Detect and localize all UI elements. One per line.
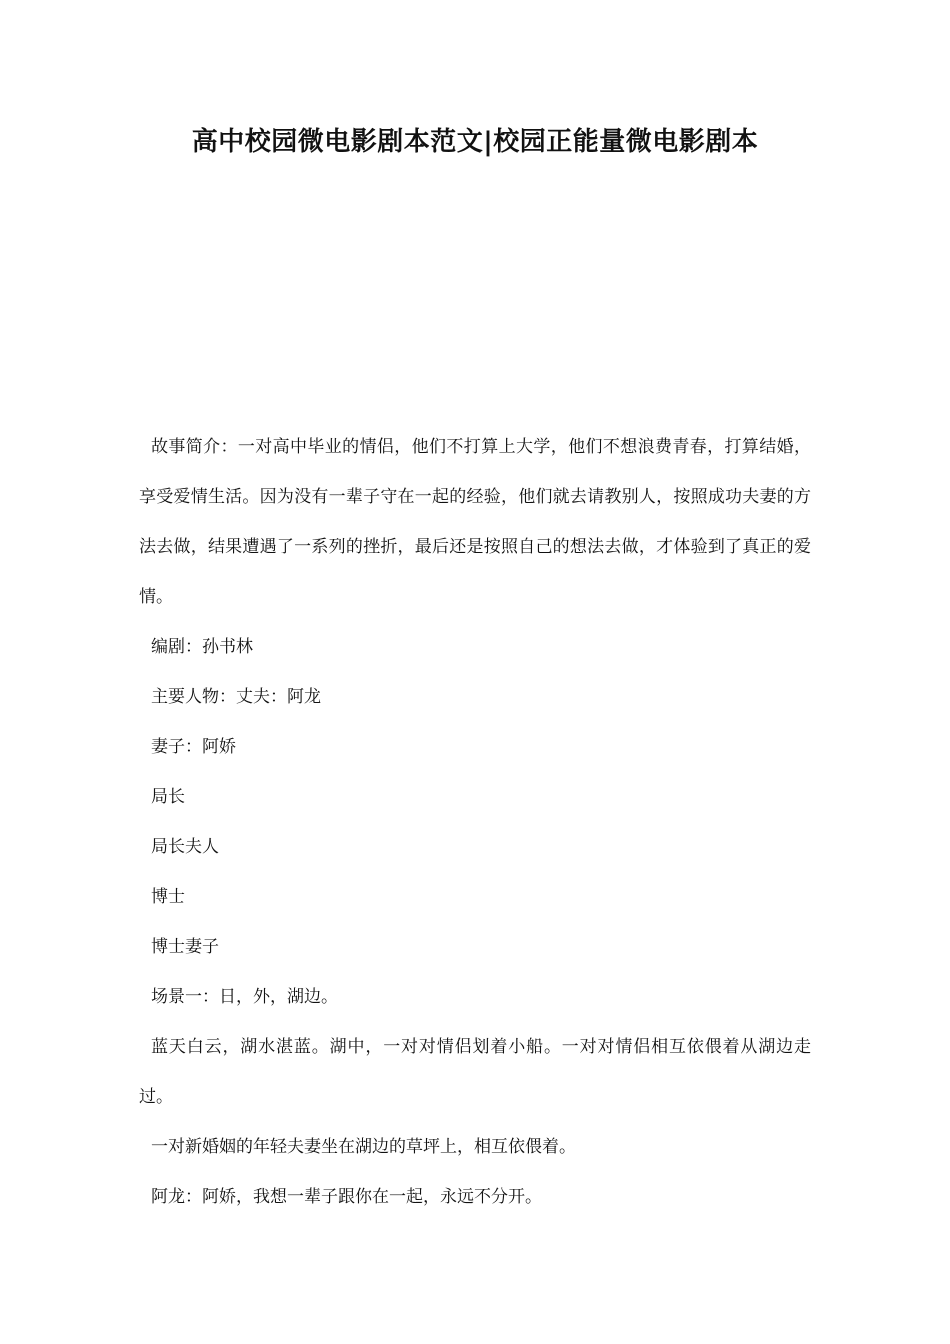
paragraph-character-director-wife: 局长夫人 <box>151 837 219 857</box>
paragraph-screenwriter: 编剧：孙书林 <box>151 637 253 657</box>
paragraph-dialogue-along: 阿龙：阿娇，我想一辈子跟你在一起，永远不分开。 <box>151 1187 542 1207</box>
paragraph-scene-one-heading: 场景一：日，外，湖边。 <box>151 987 338 1007</box>
paragraph-main-characters: 主要人物：丈夫：阿龙 <box>151 687 321 707</box>
paragraph-character-wife: 妻子：阿娇 <box>151 737 236 757</box>
paragraph-couple-action: 一对新婚姻的年轻夫妻坐在湖边的草坪上，相互依偎着。 <box>151 1137 576 1157</box>
paragraph-character-director: 局长 <box>151 787 185 807</box>
paragraph-character-doctor: 博士 <box>151 887 185 907</box>
paragraph-scene-description: 蓝天白云，湖水湛蓝。湖中，一对对情侣划着小船。一对对情侣相互依偎着从湖边走过。 <box>139 1037 811 1107</box>
document-body <box>139 422 811 1222</box>
paragraph-character-doctor-wife: 博士妻子 <box>151 937 219 957</box>
paragraph-synopsis: 故事简介：一对高中毕业的情侣，他们不打算上大学，他们不想浪费青春，打算结婚，享受爱情生活。因为没有一辈子守在一起的经验，他们就去请教别人，按照成功夫妻的方法去做，结果遭遇了一系列的挫折，最后还是按照自己的想法去做，才体验到了真正的爱情。 <box>139 437 811 607</box>
document-title: 高中校园微电影剧本范文|校园正能量微电影剧本 <box>191 127 759 157</box>
